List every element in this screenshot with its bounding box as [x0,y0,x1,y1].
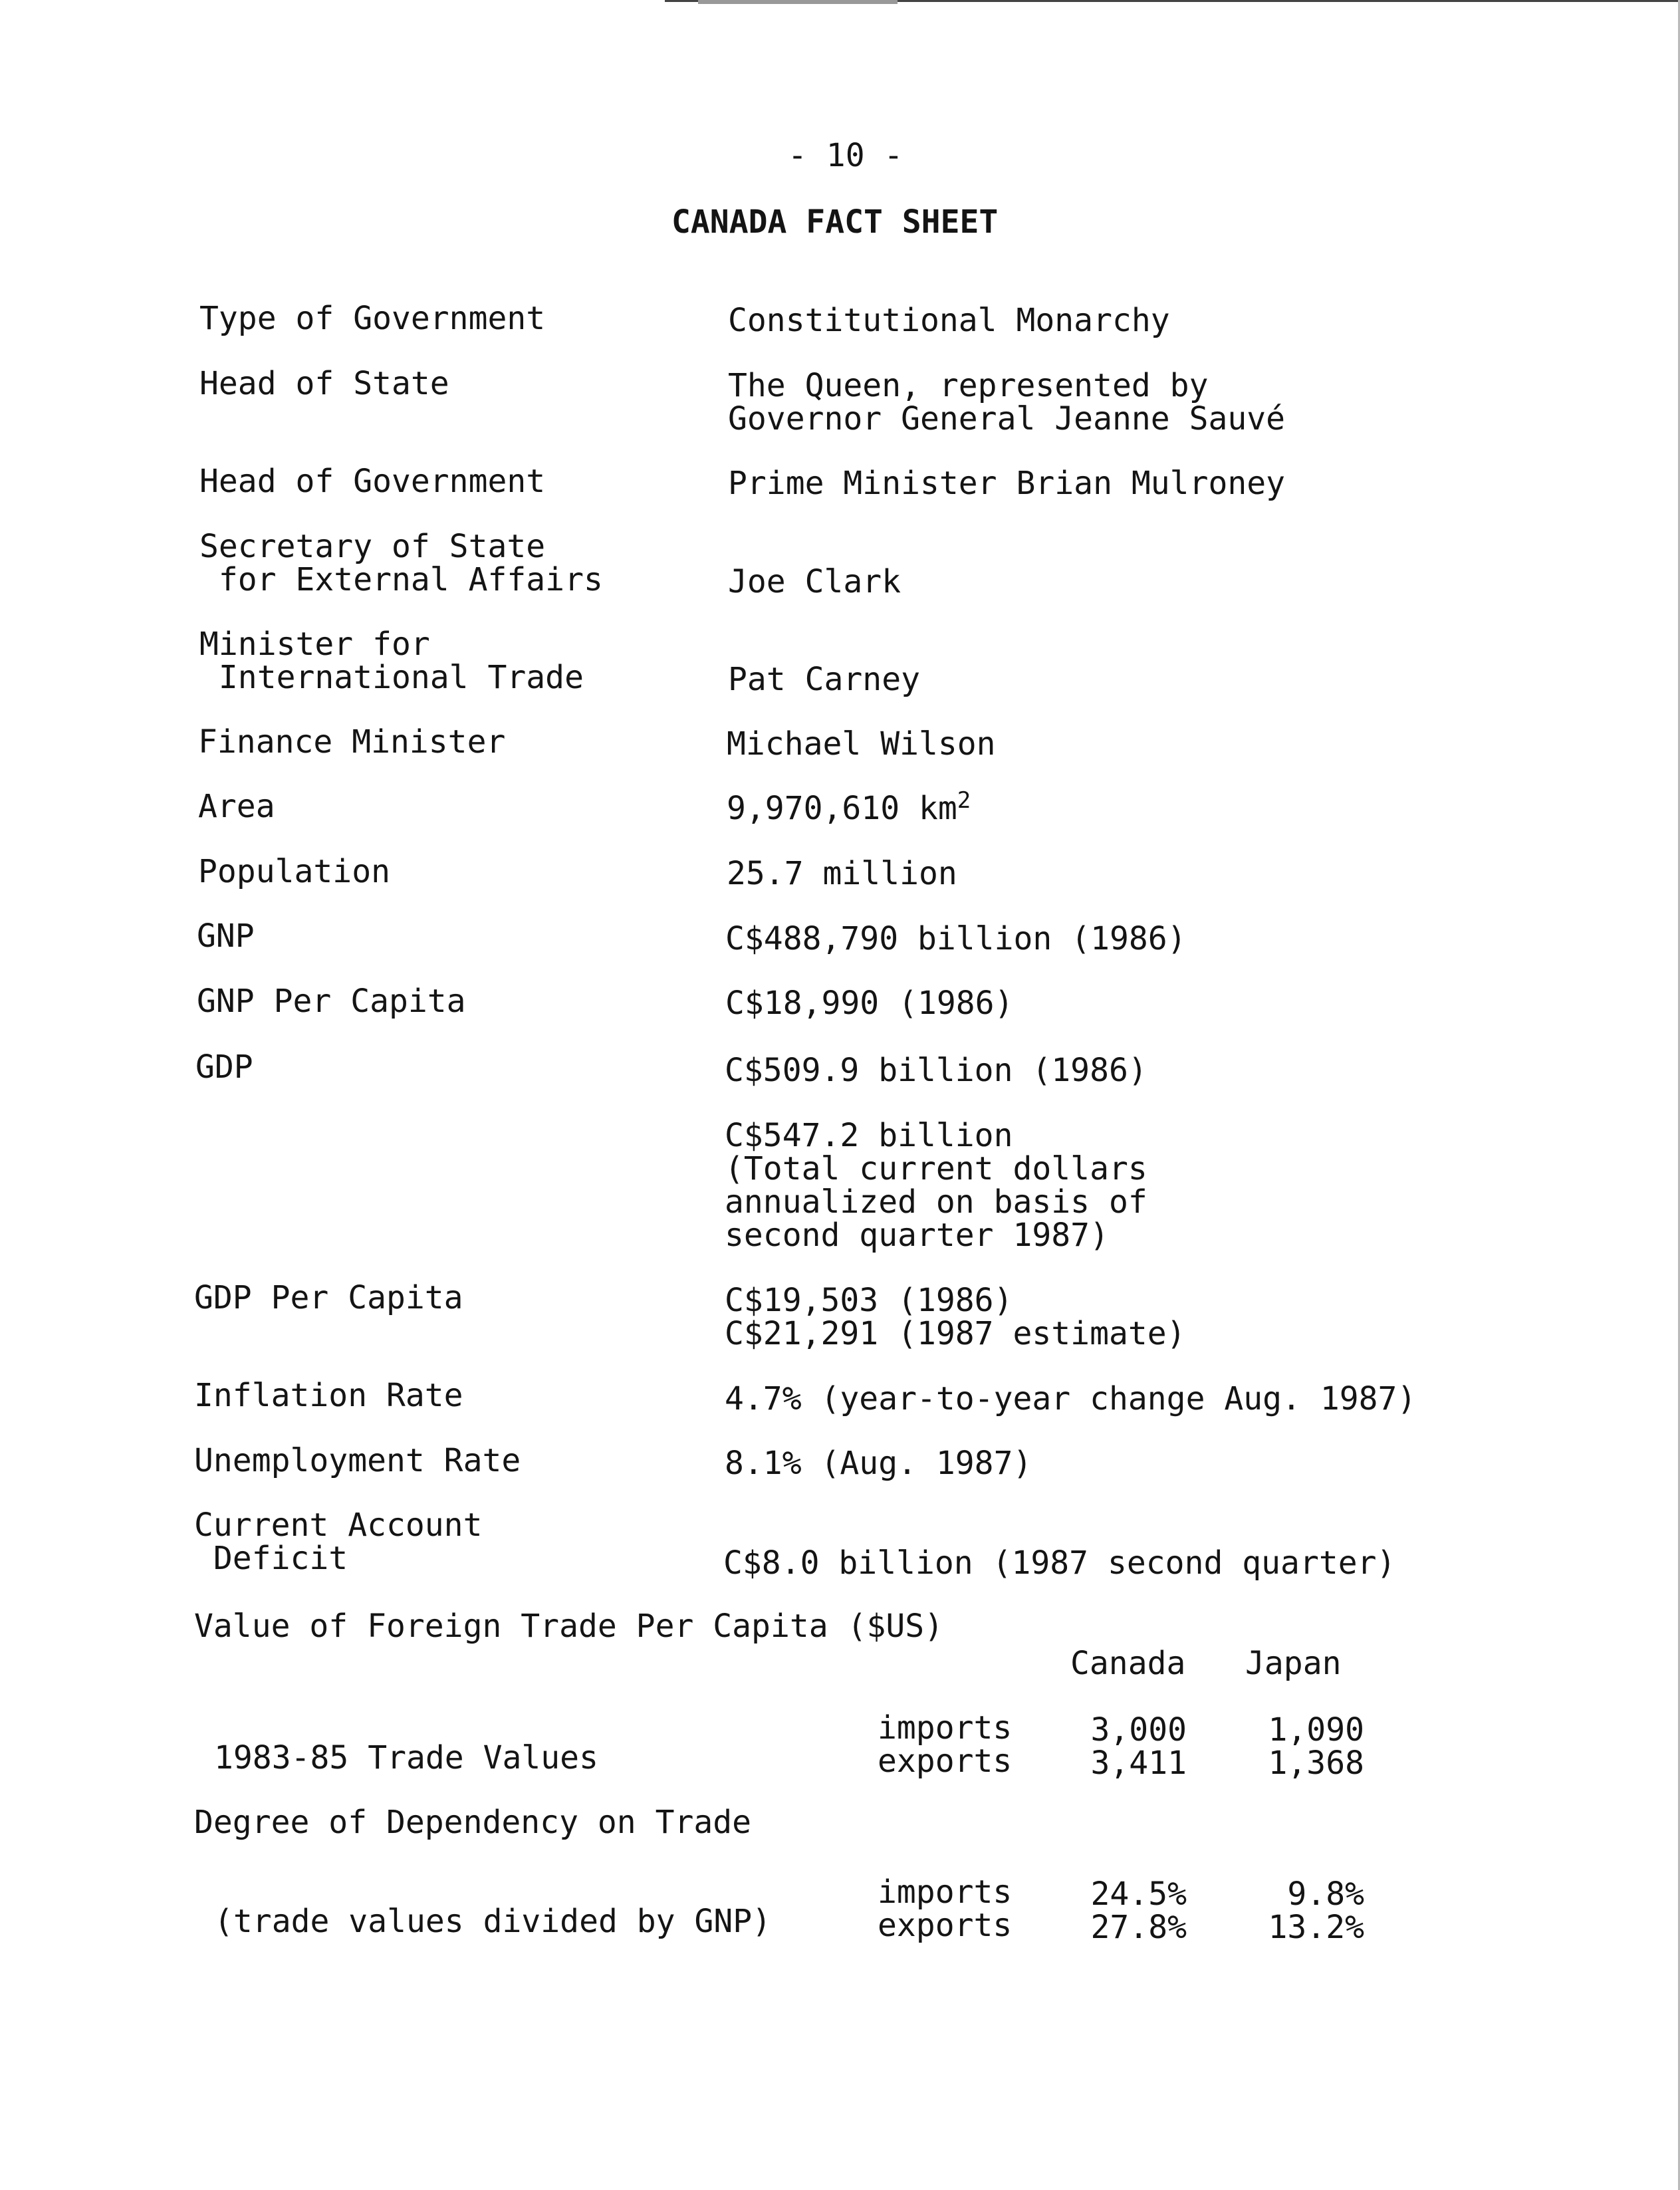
trade-values-row-label: 1983-85 Trade Values [214,1739,598,1776]
label-gnp-per-capita: GNP Per Capita [197,983,466,1020]
label-gnp: GNP [197,917,255,955]
label-current-account-line2: Deficit [194,1540,348,1577]
label-inflation-rate: Inflation Rate [194,1377,463,1414]
label-minister-trade-line1: Minister for [199,626,430,663]
label-head-of-government: Head of Government [199,463,546,500]
label-gdp: GDP [195,1048,253,1086]
label-head-of-state: Head of State [199,365,449,402]
area-unit-superscript: 2 [957,787,971,814]
value-secretary-of-state: Joe Clark [728,563,901,600]
label-secretary-of-state-line1: Secretary of State [199,528,546,565]
value-current-account: C$8.0 billion (1987 second quarter) [723,1544,1396,1582]
label-minister-trade-line2: International Trade [199,659,584,696]
trade-imports-label: imports [878,1709,1013,1747]
column-header-canada: Canada [1070,1645,1186,1682]
canada-exports-value: 3,411 [1090,1745,1187,1782]
value-gdp2-line4: second quarter 1987) [725,1217,1109,1254]
value-type-of-government: Constitutional Monarchy [728,302,1170,339]
value-gdp2-line2: (Total current dollars [725,1150,1147,1187]
japan-exports-value: 1,368 [1268,1745,1364,1782]
dependency-imports-label: imports [878,1874,1013,1911]
page-number: - 10 - [788,137,903,174]
value-unemployment-rate: 8.1% (Aug. 1987) [725,1445,1032,1482]
canada-imports-value: 3,000 [1090,1711,1187,1749]
label-finance-minister: Finance Minister [198,723,506,761]
value-gdp-per-capita-line1: C$19,503 (1986) [725,1282,1013,1319]
value-gdp-per-capita-line2: C$21,291 (1987 estimate) [725,1315,1186,1352]
japan-exports-dependency: 13.2% [1268,1909,1364,1946]
value-inflation-rate: 4.7% (year-to-year change Aug. 1987) [725,1380,1417,1417]
canada-imports-dependency: 24.5% [1090,1876,1187,1913]
value-gdp2-line3: annualized on basis of [725,1183,1147,1221]
label-area: Area [198,788,275,825]
value-gdp: C$509.9 billion (1986) [725,1052,1147,1089]
canada-exports-dependency: 27.8% [1090,1909,1187,1946]
dependency-heading: Degree of Dependency on Trade [194,1804,752,1841]
label-unemployment-rate: Unemployment Rate [194,1442,521,1479]
value-head-of-state-line1: The Queen, represented by [728,367,1209,404]
japan-imports-value: 1,090 [1268,1711,1364,1749]
label-type-of-government: Type of Government [199,300,546,337]
value-gnp-per-capita: C$18,990 (1986) [725,985,1014,1022]
page-title: CANADA FACT SHEET [671,203,999,241]
area-number: 9,970,610 km [727,790,957,827]
foreign-trade-heading: Value of Foreign Trade Per Capita ($US) [194,1608,944,1645]
label-secretary-of-state-line2: for External Affairs [199,561,603,598]
scan-top-mark [698,0,898,4]
value-head-of-state-line2: Governor General Jeanne Sauvé [728,400,1286,437]
value-finance-minister: Michael Wilson [727,725,996,763]
trade-exports-label: exports [878,1743,1013,1780]
dependency-exports-label: exports [878,1907,1013,1944]
value-population: 25.7 million [727,855,957,892]
value-head-of-government: Prime Minister Brian Mulroney [728,465,1286,502]
label-gdp-per-capita: GDP Per Capita [194,1279,463,1316]
value-area [727,787,971,827]
value-gnp: C$488,790 billion (1986) [725,920,1187,957]
column-header-japan: Japan [1245,1645,1342,1682]
label-current-account-line1: Current Account [194,1507,483,1544]
japan-imports-dependency: 9.8% [1287,1876,1364,1913]
value-minister-trade: Pat Carney [728,661,920,698]
value-gdp2-line1: C$547.2 billion [725,1117,1013,1154]
label-population: Population [198,853,390,890]
dependency-row-label: (trade values divided by GNP) [214,1903,772,1940]
